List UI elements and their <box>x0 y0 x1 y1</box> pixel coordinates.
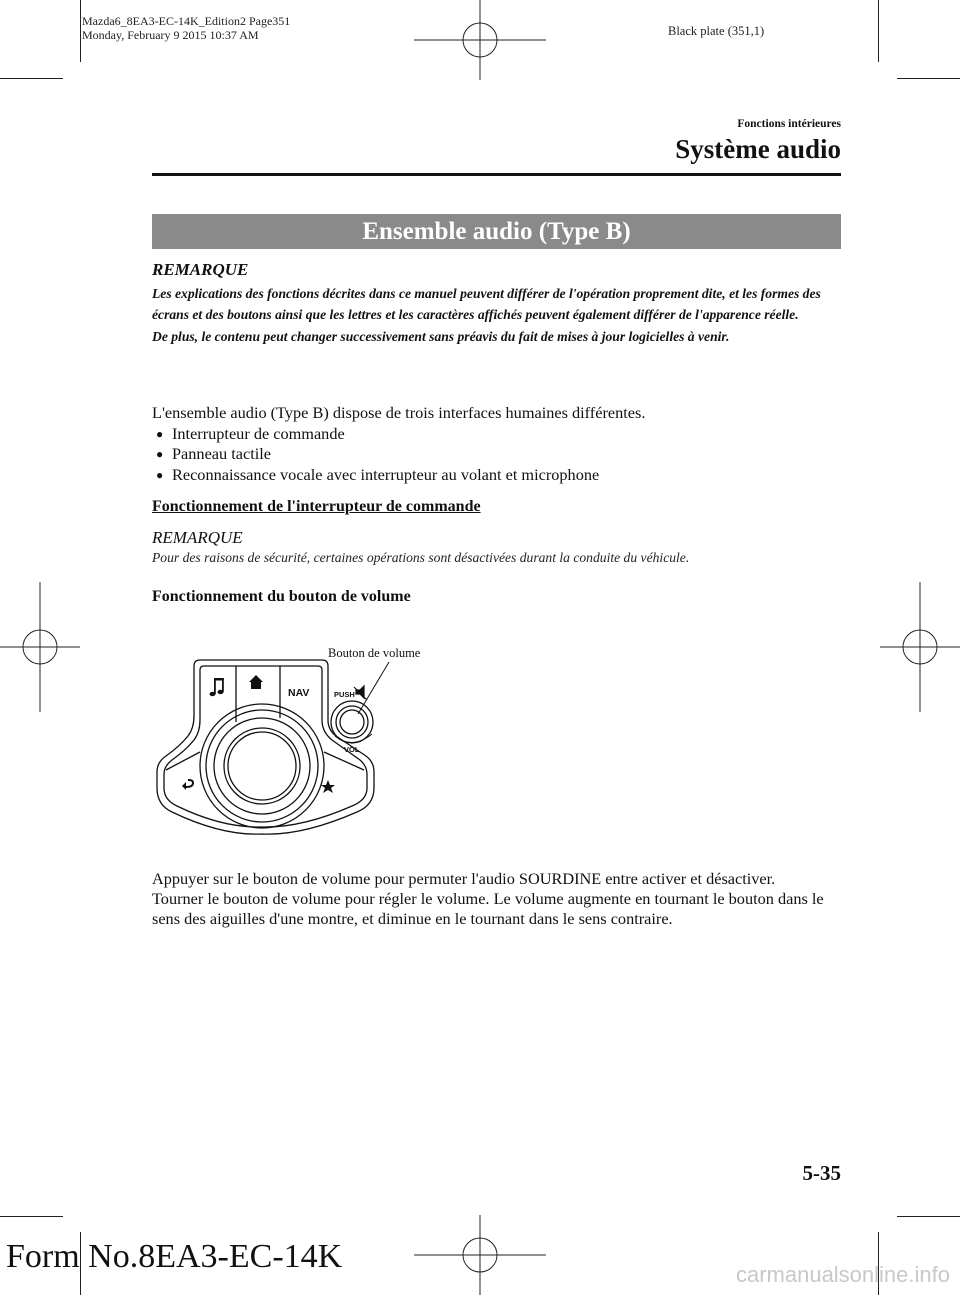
note-body <box>152 283 842 347</box>
music-note-icon <box>210 678 224 696</box>
list-item: ● Interrupteur de commande <box>156 424 345 443</box>
body-text <box>152 869 842 929</box>
list-item: ● Panneau tactile <box>156 444 271 464</box>
mute-icon <box>354 686 367 700</box>
registration-mark-top <box>414 0 546 80</box>
home-icon <box>249 675 263 689</box>
document-meta <box>82 14 290 42</box>
favorite-star-icon <box>321 780 335 793</box>
plate-label: Black plate (351,1) <box>668 24 765 38</box>
bullet-icon: ● <box>156 447 164 462</box>
note-paragraph: Les explications des fonctions décrites dans ce manuel peuvent différer de l'opération proprement dite, et les formes des écrans et des boutons ainsi que les lettres et les caractères affichés peuvent également différer de l'apparence réelle. <box>152 286 821 323</box>
section-title: Système audio <box>675 134 841 164</box>
commander-switch-illustration <box>152 640 472 840</box>
page-title-banner: Ensemble audio (Type B) <box>152 214 841 249</box>
doc-date: Monday, February 9 2015 10:37 AM <box>82 28 259 42</box>
note-paragraph: De plus, le contenu peut changer successivement sans préavis du fait de mises à jour logicielles à venir. <box>152 328 730 344</box>
watermark: carmanualsonline.info <box>735 1262 950 1287</box>
nav-label: NAV <box>288 687 310 699</box>
bullet-icon: ● <box>156 427 164 441</box>
body-paragraph: Appuyer sur le bouton de volume pour permuter l'audio SOURDINE entre activer et désactiver. <box>152 869 776 888</box>
doc-filename: Mazda6_8EA3-EC-14K_Edition2 Page351 <box>82 14 291 28</box>
subheading-commander: Fonctionnement de l'interrupteur de commande <box>152 498 481 515</box>
intro-paragraph: L'ensemble audio (Type B) dispose de trois interfaces humaines différentes. <box>152 403 646 422</box>
figure-callout: Bouton de volume <box>328 646 421 660</box>
list-item: ● Reconnaissance vocale avec interrupteur au volant et microphone <box>156 464 600 484</box>
registration-mark-left <box>0 582 80 712</box>
form-number: Form No.8EA3-EC-14K <box>6 1238 343 1275</box>
header-rule <box>152 173 841 176</box>
back-arrow-icon <box>182 779 194 790</box>
subheading-volume: Fonctionnement du bouton de volume <box>152 588 411 605</box>
note-body: Pour des raisons de sécurité, certaines opérations sont désactivées durant la conduite du véhicule. <box>152 550 690 565</box>
interface-list <box>156 424 599 485</box>
registration-mark-right <box>880 582 960 712</box>
push-label: PUSH <box>334 690 355 699</box>
section-subtitle: Fonctions intérieures <box>737 118 841 130</box>
bullet-icon: ● <box>156 467 164 482</box>
note-title: REMARQUE <box>152 260 249 279</box>
vol-label: VOL <box>344 745 360 754</box>
note-title: REMARQUE <box>152 528 243 547</box>
body-paragraph: Tourner le bouton de volume pour régler le volume. Le volume augmente en tournant le bouton dans le sens des aiguilles d'une montre, et diminue en le tournant dans le sens contraire. <box>152 889 824 928</box>
page-number: 5-35 <box>802 1161 841 1185</box>
registration-mark-bottom <box>414 1215 546 1295</box>
